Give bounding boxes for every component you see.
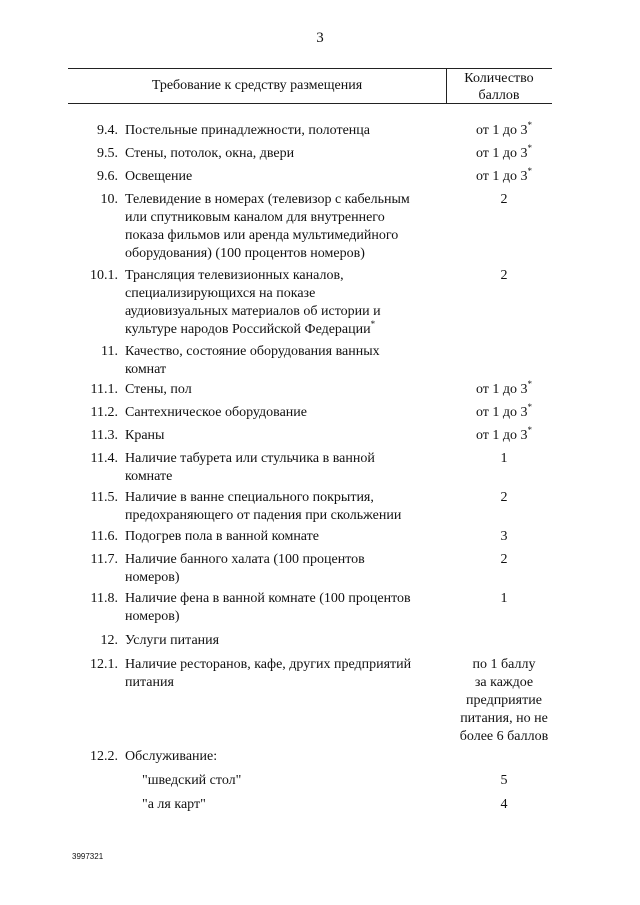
footnote-star: * — [527, 166, 533, 176]
requirement-line: оборудования) (100 процентов номеров) — [125, 246, 365, 261]
header-score — [446, 70, 552, 104]
score-value — [452, 590, 556, 608]
footnote-star: * — [527, 402, 533, 412]
item-number: 12.1. — [90, 657, 118, 672]
score-line: 2 — [500, 552, 508, 567]
score-line: 5 — [500, 773, 508, 788]
score-line: 2 — [500, 490, 508, 505]
score-line: 1 — [500, 451, 508, 466]
requirement-line: аудиовизуальных материалов об истории и — [125, 304, 381, 319]
requirement-line: комнате — [125, 469, 173, 484]
requirement-text — [125, 145, 445, 163]
requirement-line: Стены, потолок, окна, двери — [125, 146, 295, 161]
score-line: от 1 до 3 — [475, 123, 528, 138]
score-line: по 1 баллу — [472, 657, 536, 672]
requirement-line: Подогрев пола в ванной комнате — [125, 529, 319, 544]
requirement-text — [125, 343, 445, 379]
requirement-text — [125, 528, 445, 546]
score-value — [452, 381, 556, 399]
item-number: 11.3. — [90, 428, 118, 443]
item-number: 9.5. — [97, 146, 118, 161]
score-line: от 1 до 3 — [475, 428, 528, 443]
requirement-text — [125, 404, 445, 422]
item-number: 11.4. — [90, 451, 118, 466]
score-value — [452, 489, 556, 507]
header-bottom-rule — [68, 103, 552, 104]
requirement-line: питания — [125, 675, 174, 690]
score-line: за каждое — [474, 675, 534, 690]
requirement-line: Наличие ресторанов, кафе, других предприятий — [125, 657, 412, 672]
requirement-line: Постельные принадлежности, полотенца — [125, 123, 370, 138]
requirement-line: Краны — [125, 428, 165, 443]
header-score-line2: баллов — [478, 88, 520, 103]
requirement-text — [125, 748, 445, 766]
requirement-text — [125, 551, 445, 587]
requirement-line: или спутниковым каналом для внутреннего — [125, 210, 385, 225]
requirement-text — [125, 489, 445, 525]
score-line: 1 — [500, 591, 508, 606]
header-score-line1: Количество — [464, 71, 534, 86]
table-top-rule — [68, 68, 552, 69]
score-line: питания, но не — [460, 711, 548, 726]
score-line: от 1 до 3 — [475, 405, 528, 420]
requirement-text — [142, 772, 462, 790]
score-value — [452, 145, 556, 163]
score-value — [452, 267, 556, 285]
requirement-line: Качество, состояние оборудования ванных — [125, 344, 380, 359]
score-value — [452, 122, 556, 140]
requirement-line: Наличие фена в ванной комнате (100 процентов — [125, 591, 411, 606]
requirement-line: Услуги питания — [125, 633, 220, 648]
footnote-star: * — [527, 143, 533, 153]
requirement-line: культуре народов Российской Федерации — [125, 322, 371, 337]
requirement-text — [142, 796, 462, 814]
requirement-text — [125, 168, 445, 186]
requirement-line: Освещение — [125, 169, 193, 184]
score-line: от 1 до 3 — [475, 146, 528, 161]
item-number: 11.7. — [90, 552, 118, 567]
requirement-line: Наличие банного халата (100 процентов — [125, 552, 365, 567]
item-number: 10. — [100, 192, 118, 207]
item-number: 12.2. — [90, 749, 118, 764]
requirement-line: показа фильмов или аренда мультимедийного — [125, 228, 399, 243]
requirement-line: Стены, пол — [125, 382, 192, 397]
item-number: 11.8. — [90, 591, 118, 606]
score-value — [452, 404, 556, 422]
requirement-line: Трансляция телевизионных каналов, — [125, 268, 344, 283]
item-number: 10.1. — [90, 268, 118, 283]
requirement-line: "шведский стол" — [142, 773, 242, 788]
score-line: 3 — [500, 529, 508, 544]
requirement-text — [125, 381, 445, 399]
requirement-text — [125, 191, 445, 263]
item-number: 11. — [101, 344, 118, 359]
score-value — [452, 191, 556, 209]
score-value — [452, 168, 556, 186]
header-requirement: Требование к средству размещения — [151, 78, 363, 93]
score-value — [452, 772, 556, 790]
score-value — [452, 551, 556, 569]
requirement-line: Наличие в ванне специального покрытия, — [125, 490, 374, 505]
requirement-text — [125, 267, 445, 339]
requirement-text — [125, 427, 445, 445]
requirement-text — [125, 450, 445, 486]
score-line: 4 — [500, 797, 508, 812]
score-value — [452, 656, 556, 746]
score-value — [452, 427, 556, 445]
item-number: 9.4. — [97, 123, 118, 138]
score-value — [452, 796, 556, 814]
score-line: 2 — [500, 192, 508, 207]
requirement-text — [125, 590, 445, 626]
item-number: 11.2. — [90, 405, 118, 420]
score-line: от 1 до 3 — [475, 169, 528, 184]
page-number: 3 — [316, 30, 324, 46]
requirement-line: Обслуживание: — [125, 749, 218, 764]
footnote-star: * — [527, 425, 533, 435]
item-number: 11.5. — [90, 490, 118, 505]
item-number: 12. — [100, 633, 118, 648]
requirement-line: Телевидение в номерах (телевизор с кабельным — [125, 192, 410, 207]
item-number: 9.6. — [97, 169, 118, 184]
footnote-star: * — [527, 120, 533, 130]
requirement-line: комнат — [125, 362, 167, 377]
requirement-line: "а ля карт" — [142, 797, 206, 812]
score-value — [452, 450, 556, 468]
requirement-line: Сантехническое оборудование — [125, 405, 307, 420]
document-id: 3997321 — [72, 852, 104, 861]
requirement-text — [125, 122, 445, 140]
score-line: от 1 до 3 — [475, 382, 528, 397]
requirement-line: номеров) — [125, 570, 180, 585]
score-line: 2 — [500, 268, 508, 283]
item-number: 11.1. — [90, 382, 118, 397]
footnote-star: * — [370, 319, 376, 329]
item-number: 11.6. — [90, 529, 118, 544]
requirement-text — [125, 632, 445, 650]
requirement-text — [125, 656, 445, 692]
footnote-star: * — [527, 379, 533, 389]
requirement-line: номеров) — [125, 609, 180, 624]
score-line: более 6 баллов — [459, 729, 549, 744]
score-value — [452, 528, 556, 546]
score-line: предприятие — [466, 693, 542, 708]
requirement-line: предохраняющего от падения при скольжении — [125, 508, 402, 523]
requirement-line: Наличие табурета или стульчика в ванной — [125, 451, 375, 466]
requirement-line: специализирующихся на показе — [125, 286, 316, 301]
